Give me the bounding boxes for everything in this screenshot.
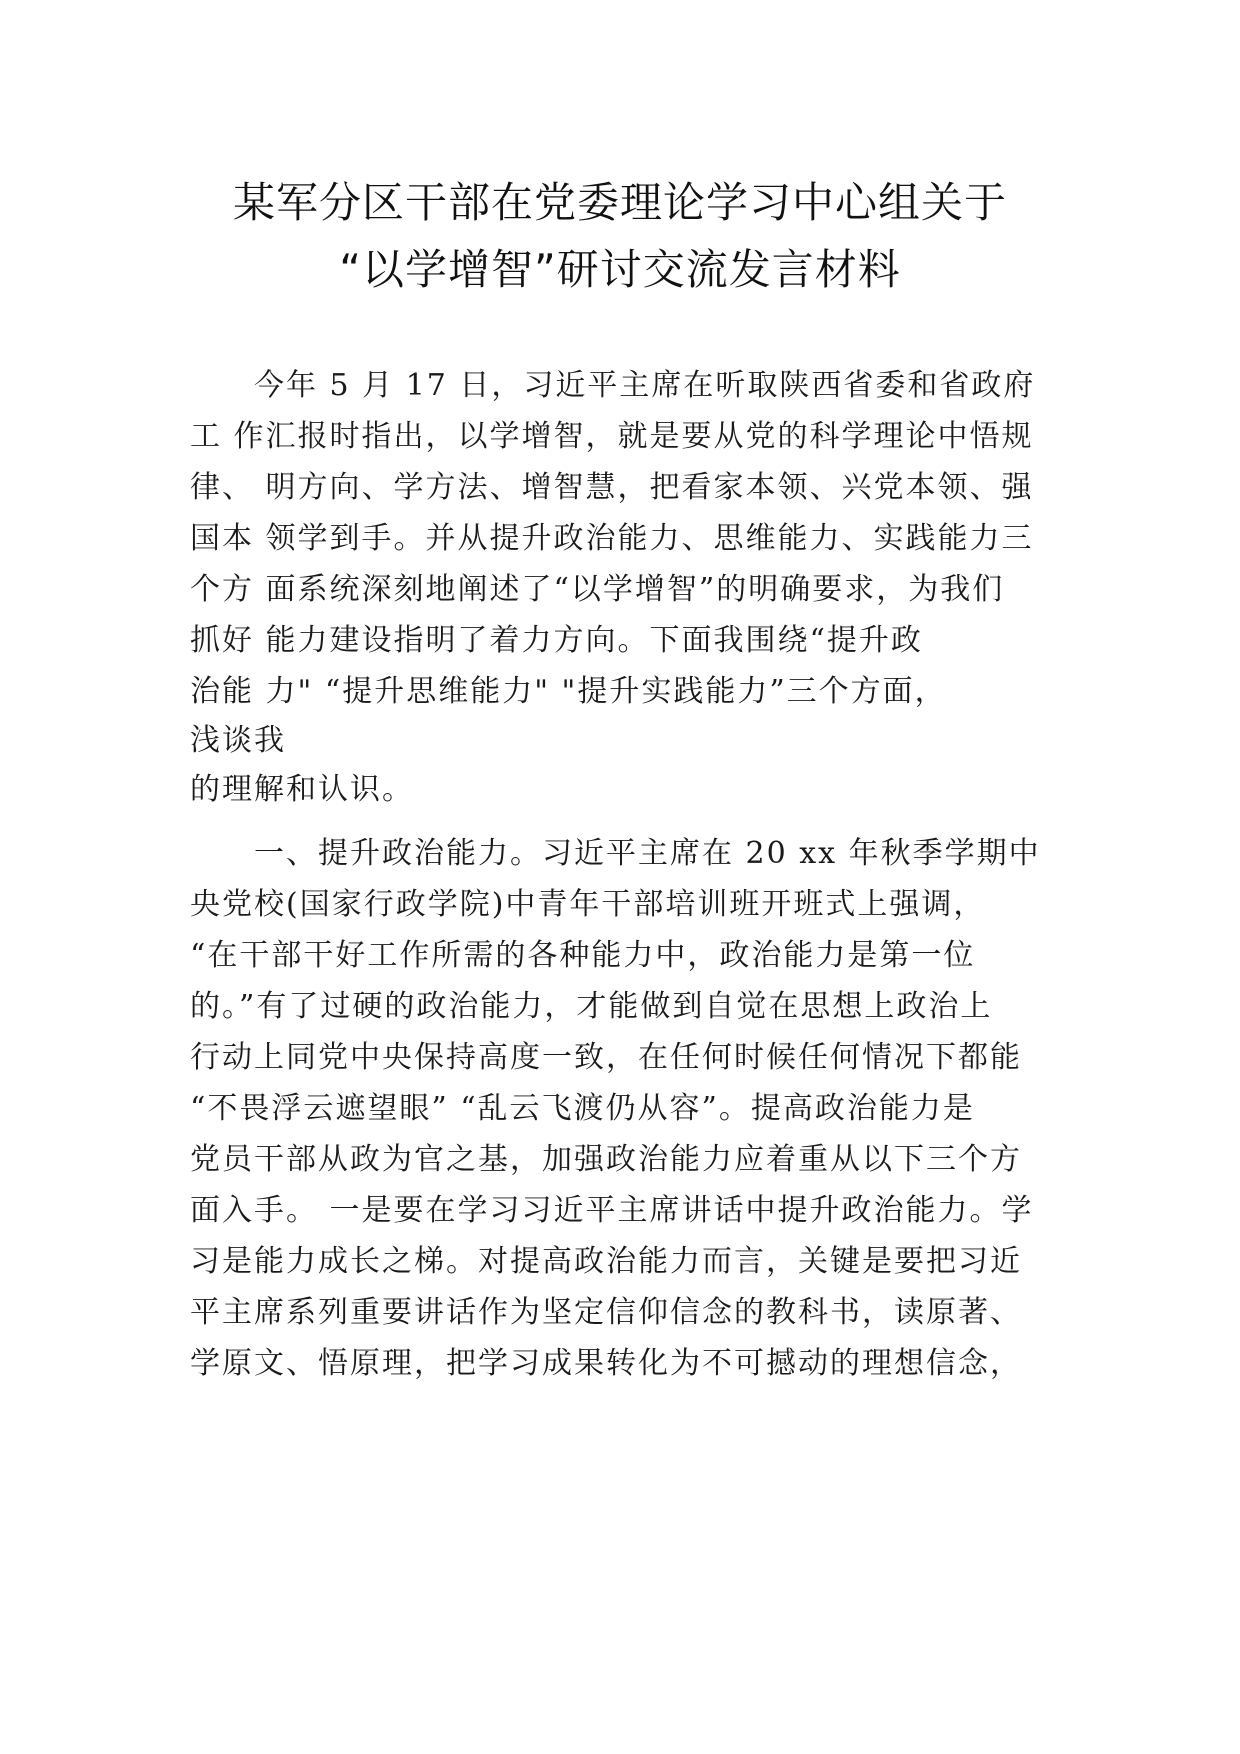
body-line: 今年 5 月 17 日，习近平主席在听取陕西省委和省政府 [190, 368, 1036, 403]
document-title-line-2: “以学增智”研讨交流发言材料 [339, 245, 901, 294]
body-line: “不畏浮云遮望眼” “乱云飞渡仍从容”。提高政治能力是 [190, 1091, 975, 1126]
body-line: 央党校(国家行政学院)中青年干部培训班开班式上强调， [190, 887, 986, 922]
body-line: 治能 力" “提升思维能力" "提升实践能力”三个方面， [190, 674, 947, 709]
body-line: 平主席系列重要讲话作为坚定信仰信念的教科书，读原著、 [190, 1295, 1022, 1330]
body-line: 个方 面系统深刻地阐述了“以学增智”的明确要求，为我们 [190, 572, 1005, 607]
body-line: 行动上同党中央保持高度一致，在任何时候任何情况下都能 [190, 1040, 1022, 1075]
body-line: 学原文、悟原理，把学习成果转化为不可撼动的理想信念， [190, 1346, 1022, 1381]
body-line: 一、提升政治能力。习近平主席在 20 xx 年秋季学期中 [190, 836, 1041, 871]
body-line: 习是能力成长之梯。对提高政治能力而言，关键是要把习近 [190, 1244, 1022, 1279]
body-line: 的理解和认识。 [190, 772, 414, 807]
body-line: 国本 领学到手。并从提升政治能力、思维能力、实践能力三 [190, 521, 1034, 556]
body-line: 党员干部从政为官之基，加强政治能力应着重从以下三个方 [190, 1142, 1022, 1177]
body-line: “在干部干好工作所需的各种能力中，政治能力是第一位 [190, 938, 976, 973]
document-title-line-1: 某军分区干部在党委理论学习中心组关于 [232, 178, 1007, 227]
body-line: 抓好 能力建设指明了着力方向。下面我围绕“提升政 [190, 623, 923, 658]
body-line: 的。”有了过硬的政治能力，才能做到自觉在思想上政治上 [190, 989, 993, 1024]
body-line: 面入手。 一是要在学习习近平主席讲话中提升政治能力。学 [190, 1193, 1034, 1228]
body-line: 工 作汇报时指出，以学增智，就是要从党的科学理论中悟规 [190, 419, 1034, 454]
body-line: 律、 明方向、学方法、增智慧，把看家本领、兴党本领、强 [190, 470, 1034, 505]
body-line: 浅谈我 [190, 723, 286, 758]
